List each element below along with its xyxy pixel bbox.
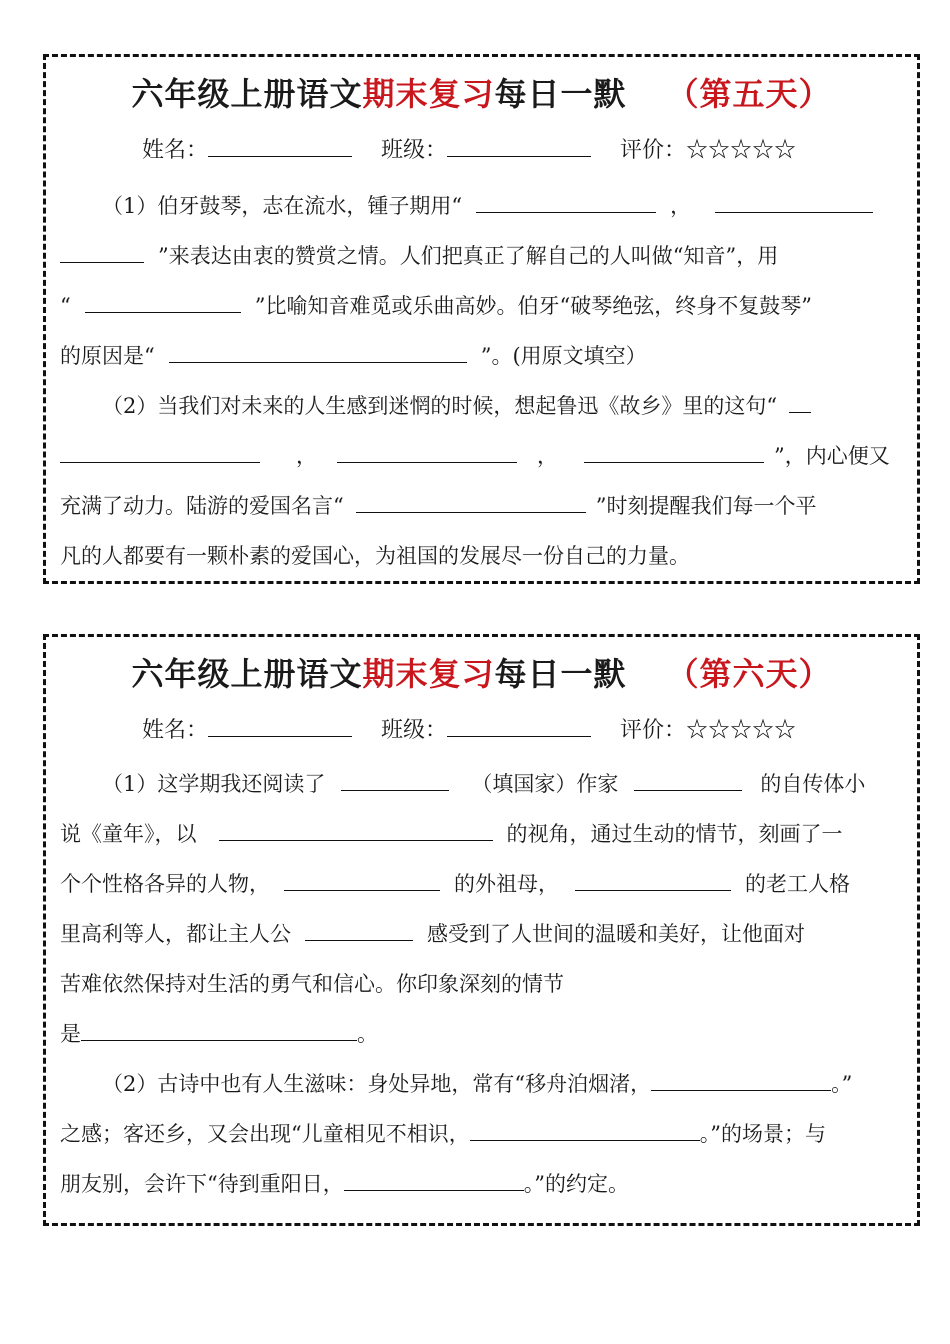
blank[interactable] bbox=[169, 342, 467, 363]
blank[interactable] bbox=[60, 442, 260, 463]
text: 苦难依然保持对生活的勇气和信心。你印象深刻的情节 bbox=[60, 972, 564, 996]
question-2 bbox=[60, 1059, 906, 1209]
text: ”。(用原文填空） bbox=[480, 344, 647, 368]
blank[interactable] bbox=[337, 442, 517, 463]
rating-stars[interactable]: ☆☆☆☆☆ bbox=[686, 718, 797, 743]
class-label: 班级： bbox=[381, 718, 448, 743]
blank[interactable] bbox=[219, 820, 493, 841]
student-info-row bbox=[142, 713, 796, 744]
text: 感受到了人世间的温暖和美好，让他面对 bbox=[427, 922, 805, 946]
blank[interactable] bbox=[470, 1120, 700, 1141]
title-daily: 每日一默 bbox=[494, 655, 627, 693]
text: ， bbox=[537, 444, 558, 468]
text: 。”的约定。 bbox=[523, 1172, 629, 1196]
question-1 bbox=[60, 759, 906, 1059]
blank[interactable] bbox=[60, 242, 144, 263]
text: 充满了动力。陆游的爱国名言“ bbox=[60, 494, 344, 518]
blank[interactable] bbox=[651, 1070, 831, 1091]
blank[interactable] bbox=[584, 442, 764, 463]
text: 的外祖母， bbox=[454, 872, 559, 896]
title-daily: 每日一默 bbox=[494, 75, 627, 113]
title-review: 期末复习 bbox=[362, 75, 495, 113]
questions bbox=[60, 759, 906, 1209]
rating-stars[interactable]: ☆☆☆☆☆ bbox=[686, 138, 797, 163]
text: （2）当我们对未来的人生感到迷惘的时候，想起鲁迅《故乡》里的这句“ bbox=[102, 394, 778, 418]
blank[interactable] bbox=[344, 1170, 524, 1191]
blank[interactable] bbox=[85, 292, 241, 313]
text: （2）古诗中也有人生滋味：身处异地，常有“移舟泊烟渚， bbox=[102, 1072, 652, 1096]
text: （填国家）作家 bbox=[471, 772, 619, 796]
text: ， bbox=[670, 194, 692, 218]
title-grade: 六年级上册语文 bbox=[131, 75, 363, 113]
text: 的原因是“ bbox=[60, 344, 155, 368]
text: ”，内心便又 bbox=[774, 444, 890, 468]
student-info-row bbox=[142, 133, 796, 164]
blank[interactable] bbox=[81, 1020, 357, 1041]
text: ”比喻知音难觅或乐曲高妙。伯牙“破琴绝弦，终身不复鼓琴” bbox=[254, 294, 812, 318]
text: 里高利等人，都让主人公 bbox=[60, 922, 291, 946]
text: ， bbox=[296, 444, 317, 468]
text: “ bbox=[60, 294, 71, 318]
question-2 bbox=[60, 381, 906, 581]
text: 之感；客还乡，又会出现“儿童相见不相识， bbox=[60, 1122, 470, 1146]
blank[interactable] bbox=[356, 492, 586, 513]
text: 朋友别，会许下“待到重阳日， bbox=[60, 1172, 344, 1196]
title-review: 期末复习 bbox=[362, 655, 495, 693]
worksheet-card-day6 bbox=[43, 634, 920, 1226]
blank[interactable] bbox=[789, 392, 811, 413]
text: 说《童年》，以 bbox=[60, 822, 197, 846]
name-field[interactable] bbox=[208, 716, 352, 737]
questions bbox=[60, 181, 906, 581]
text: 。”的场景；与 bbox=[699, 1122, 826, 1146]
title-grade: 六年级上册语文 bbox=[131, 655, 363, 693]
text: 个个性格各异的人物， bbox=[60, 872, 270, 896]
worksheet-card-day5 bbox=[43, 54, 920, 584]
text: 的老工人格 bbox=[745, 872, 850, 896]
text: （1）伯牙鼓琴，志在流水，锺子期用“ bbox=[102, 194, 463, 218]
name-label: 姓名： bbox=[142, 138, 209, 163]
card-title bbox=[46, 69, 917, 115]
blank[interactable] bbox=[575, 870, 731, 891]
class-label: 班级： bbox=[381, 138, 448, 163]
question-1 bbox=[60, 181, 906, 381]
name-field[interactable] bbox=[208, 136, 352, 157]
eval-label: 评价： bbox=[620, 718, 687, 743]
day-label: （第六天） bbox=[666, 655, 832, 693]
text: ”时刻提醒我们每一个平 bbox=[595, 494, 817, 518]
text: 的视角，通过生动的情节，刻画了一 bbox=[506, 822, 843, 846]
card-title bbox=[46, 649, 917, 695]
text: 。” bbox=[831, 1072, 853, 1096]
text: 凡的人都要有一颗朴素的爱国心，为祖国的发展尽一份自己的力量。 bbox=[60, 544, 690, 568]
eval-label: 评价： bbox=[620, 138, 687, 163]
blank[interactable] bbox=[305, 920, 413, 941]
blank[interactable] bbox=[284, 870, 440, 891]
class-field[interactable] bbox=[447, 136, 591, 157]
name-label: 姓名： bbox=[142, 718, 209, 743]
blank[interactable] bbox=[341, 770, 449, 791]
text: 。 bbox=[357, 1022, 378, 1046]
text: （1）这学期我还阅读了 bbox=[102, 772, 326, 796]
class-field[interactable] bbox=[447, 716, 591, 737]
blank[interactable] bbox=[476, 192, 656, 213]
day-label: （第五天） bbox=[666, 75, 832, 113]
blank[interactable] bbox=[715, 192, 873, 213]
text: 是 bbox=[60, 1022, 81, 1046]
blank[interactable] bbox=[634, 770, 742, 791]
text: ”来表达由衷的赞赏之情。人们把真正了解自己的人叫做“知音”，用 bbox=[158, 244, 779, 268]
text: 的自传体小 bbox=[760, 772, 866, 796]
